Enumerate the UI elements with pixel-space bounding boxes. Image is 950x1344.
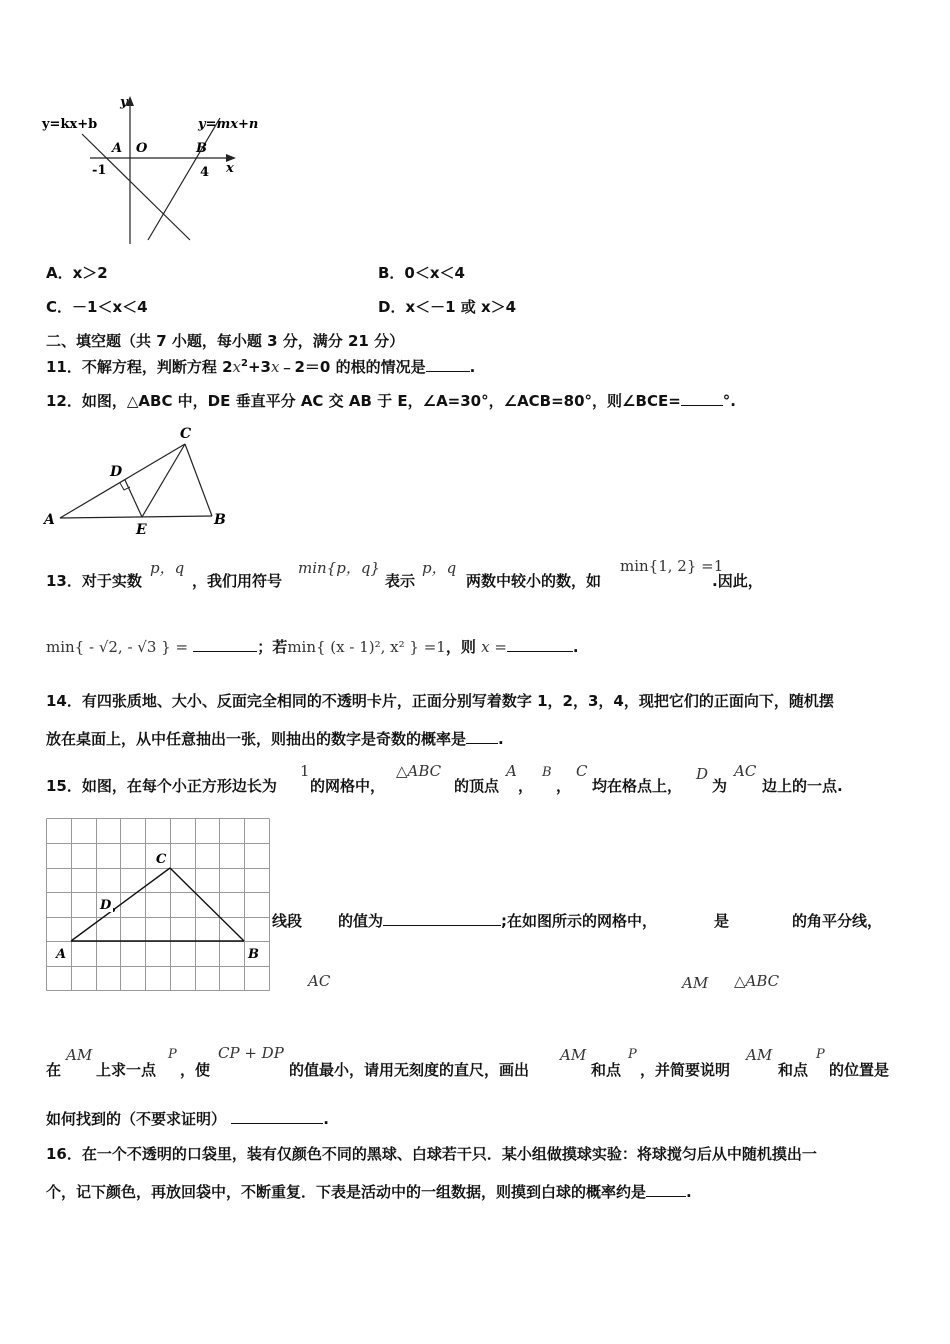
q13-x-eq: x = [481,638,507,656]
segment-cb [185,444,212,516]
q15-cp-dp: CP + DP [218,1044,284,1062]
q15-l2-h: 的位置是 [829,1061,890,1079]
q13-lead: 13．对于实数 [46,572,142,590]
q14-answer-blank[interactable] [466,729,498,744]
q13-t6: ，则 [445,638,476,656]
tick-4-label: 4 [200,165,210,180]
q15-lead: 15．如图，在每个小正方形边长为 [46,777,277,795]
q15-one: 1 [300,762,310,780]
grid-vertex-a: A [56,947,67,962]
grid-segment-cb [170,868,244,941]
q15-l2-c: ，使 [180,1061,211,1079]
q15-t3: 均在格点上， [592,777,683,795]
question-15-line3 [46,1108,329,1129]
tick-neg1-label: -1 [92,163,107,178]
q14-line1: 14．有四张质地、大小、反面完全相同的不透明卡片，正面分别写着数字 1，2，3，4，现把它们的正面向下，随机摆 [46,692,834,710]
q11-prefix: 11．不解方程，判断方程 2 [46,358,233,376]
question-12 [46,390,736,411]
point-d: D [110,464,123,480]
q13-blank2[interactable] [507,637,573,652]
q15-val: 的值为 [338,912,384,930]
section-title: 二、填空题（共 7 小题，每小题 3 分，满分 21 分） [46,332,405,350]
q15-is: 是 [714,912,730,930]
q11-x1: x [232,358,242,376]
q13-pq1: p，q [150,559,185,577]
q15-d: D [696,765,709,783]
q15-comma1: ， [518,777,534,795]
q13-min-pq: min{p，q} [298,559,380,577]
q15-comma2: ， [556,777,572,795]
segment-ab [60,516,212,518]
q14-line2: 放在桌面上，从中任意抽出一张，则抽出的数字是奇数的概率是 [46,730,467,748]
q15-ac2: AC [308,972,331,990]
q13-end: . [572,638,579,656]
q15-line3: 如何找到的（不要求证明） [46,1110,227,1128]
q15-val-row [338,910,657,931]
q15-t2: 的顶点 [454,777,500,795]
option-b: B．0＜x＜4 [378,264,465,282]
q15-t1: 的网格中， [310,777,386,795]
q15-p2: P [628,1047,637,1062]
q11-suffix: ﹣2＝0 的根的情况是 [279,358,426,376]
line-mx-n [148,118,220,240]
point-a-label: A [112,141,123,156]
question-14-line2 [46,728,504,749]
segment-de [125,480,142,517]
q11-x2: x [271,358,280,376]
q12-end: °. [722,392,736,410]
line2-label: y=mx+n [198,117,259,132]
q15-triangle2: △ABC [734,972,780,990]
q15-end: . [323,1110,329,1128]
grid-figure [46,818,272,994]
segment-ac [60,444,185,518]
question-16-line2 [46,1181,692,1202]
q13-t3: 两数中较小的数，如 [466,572,602,590]
q15-l2-b: 上求一点 [96,1061,157,1079]
q13-pq2: p，q [422,559,457,577]
grid-vertex-c: C [156,852,167,867]
q15-blank1[interactable] [383,911,501,926]
q15-am3: AM [560,1046,587,1064]
q15-l2-f: ，并简要说明 [640,1061,731,1079]
q15-ac: AC [734,762,757,780]
point-b-label: B [196,141,207,156]
q11-square: 2 [241,358,248,369]
q13-t1: ，我们用符号 [192,572,283,590]
q15-t5: 边上的一点. [762,777,843,795]
q15-a: A [506,762,517,780]
option-a: A．x＞2 [46,264,108,282]
q15-l2-g: 和点 [778,1061,809,1079]
q15-p3: P [816,1047,825,1062]
q13-t2: 表示 [385,572,416,590]
option-d: D．x＜－1 或 x＞4 [378,298,517,316]
point-e: E [136,522,147,538]
origin-label: O [136,141,148,156]
vertex-b: B [214,512,226,528]
segment-ec [142,444,185,517]
x-axis-label: x [226,161,234,176]
q15-am4: AM [746,1046,773,1064]
y-axis-label: y [120,95,128,110]
option-c: C．－1＜x＜4 [46,298,148,316]
q13-min-x: min{ (x - 1)², x² } =1 [287,638,446,656]
grid-lines [47,819,270,991]
q15-am2: AM [66,1046,93,1064]
q13-blank1[interactable] [193,637,257,652]
q15-triangle: △ABC [396,762,442,780]
q15-blank2[interactable] [231,1109,323,1124]
vertex-c: C [180,426,192,442]
q16-answer-blank[interactable] [646,1182,686,1197]
q11-end: . [469,358,476,376]
q15-t4: 为 [712,777,728,795]
q11-answer-blank[interactable] [426,357,470,372]
q15-l2-d: 的值最小，请用无刻度的直尺，画出 [289,1061,530,1079]
q16-line2: 个，记下颜色，再放回袋中，不断重复．下表是活动中的一组数据，则摸到白球的概率约是 [46,1183,647,1201]
q13-min-sqrt: min{ - √2, - √3 } = [46,638,189,656]
q15-p1: P [168,1047,177,1062]
q13-t4: .因此， [712,572,763,590]
q15-l2-a: 在 [46,1061,62,1079]
question-11 [46,356,475,377]
grid-point-d: D [100,898,112,913]
q15-bisector: 的角平分线， [792,912,883,930]
linear-functions-graph [40,92,260,250]
vertex-a: A [44,512,55,528]
q13-min12: min{1, 2} =1 [620,557,724,575]
line1-label: y=kx+b [42,117,98,132]
q12-text: 12．如图，△ABC 中，DE 垂直平分 AC 交 AB 于 E，∠A=30°，∠ACB=80°，则∠BCE= [46,392,681,410]
q16-end: . [686,1183,692,1201]
q15-l2-e: 和点 [591,1061,622,1079]
q15-t6: ;在如图所示的网格中， [501,912,658,930]
q13-t5: ；若 [257,638,288,656]
q15-c: C [576,762,588,780]
q11-mid: +3 [247,358,271,376]
triangle-figure [40,424,240,540]
question-13-line2 [46,636,579,657]
q12-answer-blank[interactable] [681,391,723,406]
q15-am: AM [682,974,709,992]
grid-vertex-b: B [248,947,259,962]
q16-line1: 16．在一个不透明的口袋里，装有仅颜色不同的黑球、白球若干只．某小组做摸球实验：将球搅匀后从中随机摸出一 [46,1145,817,1163]
q14-end: . [498,730,504,748]
q15-b: B [542,765,552,780]
q15-seg: 线段 [272,912,303,930]
